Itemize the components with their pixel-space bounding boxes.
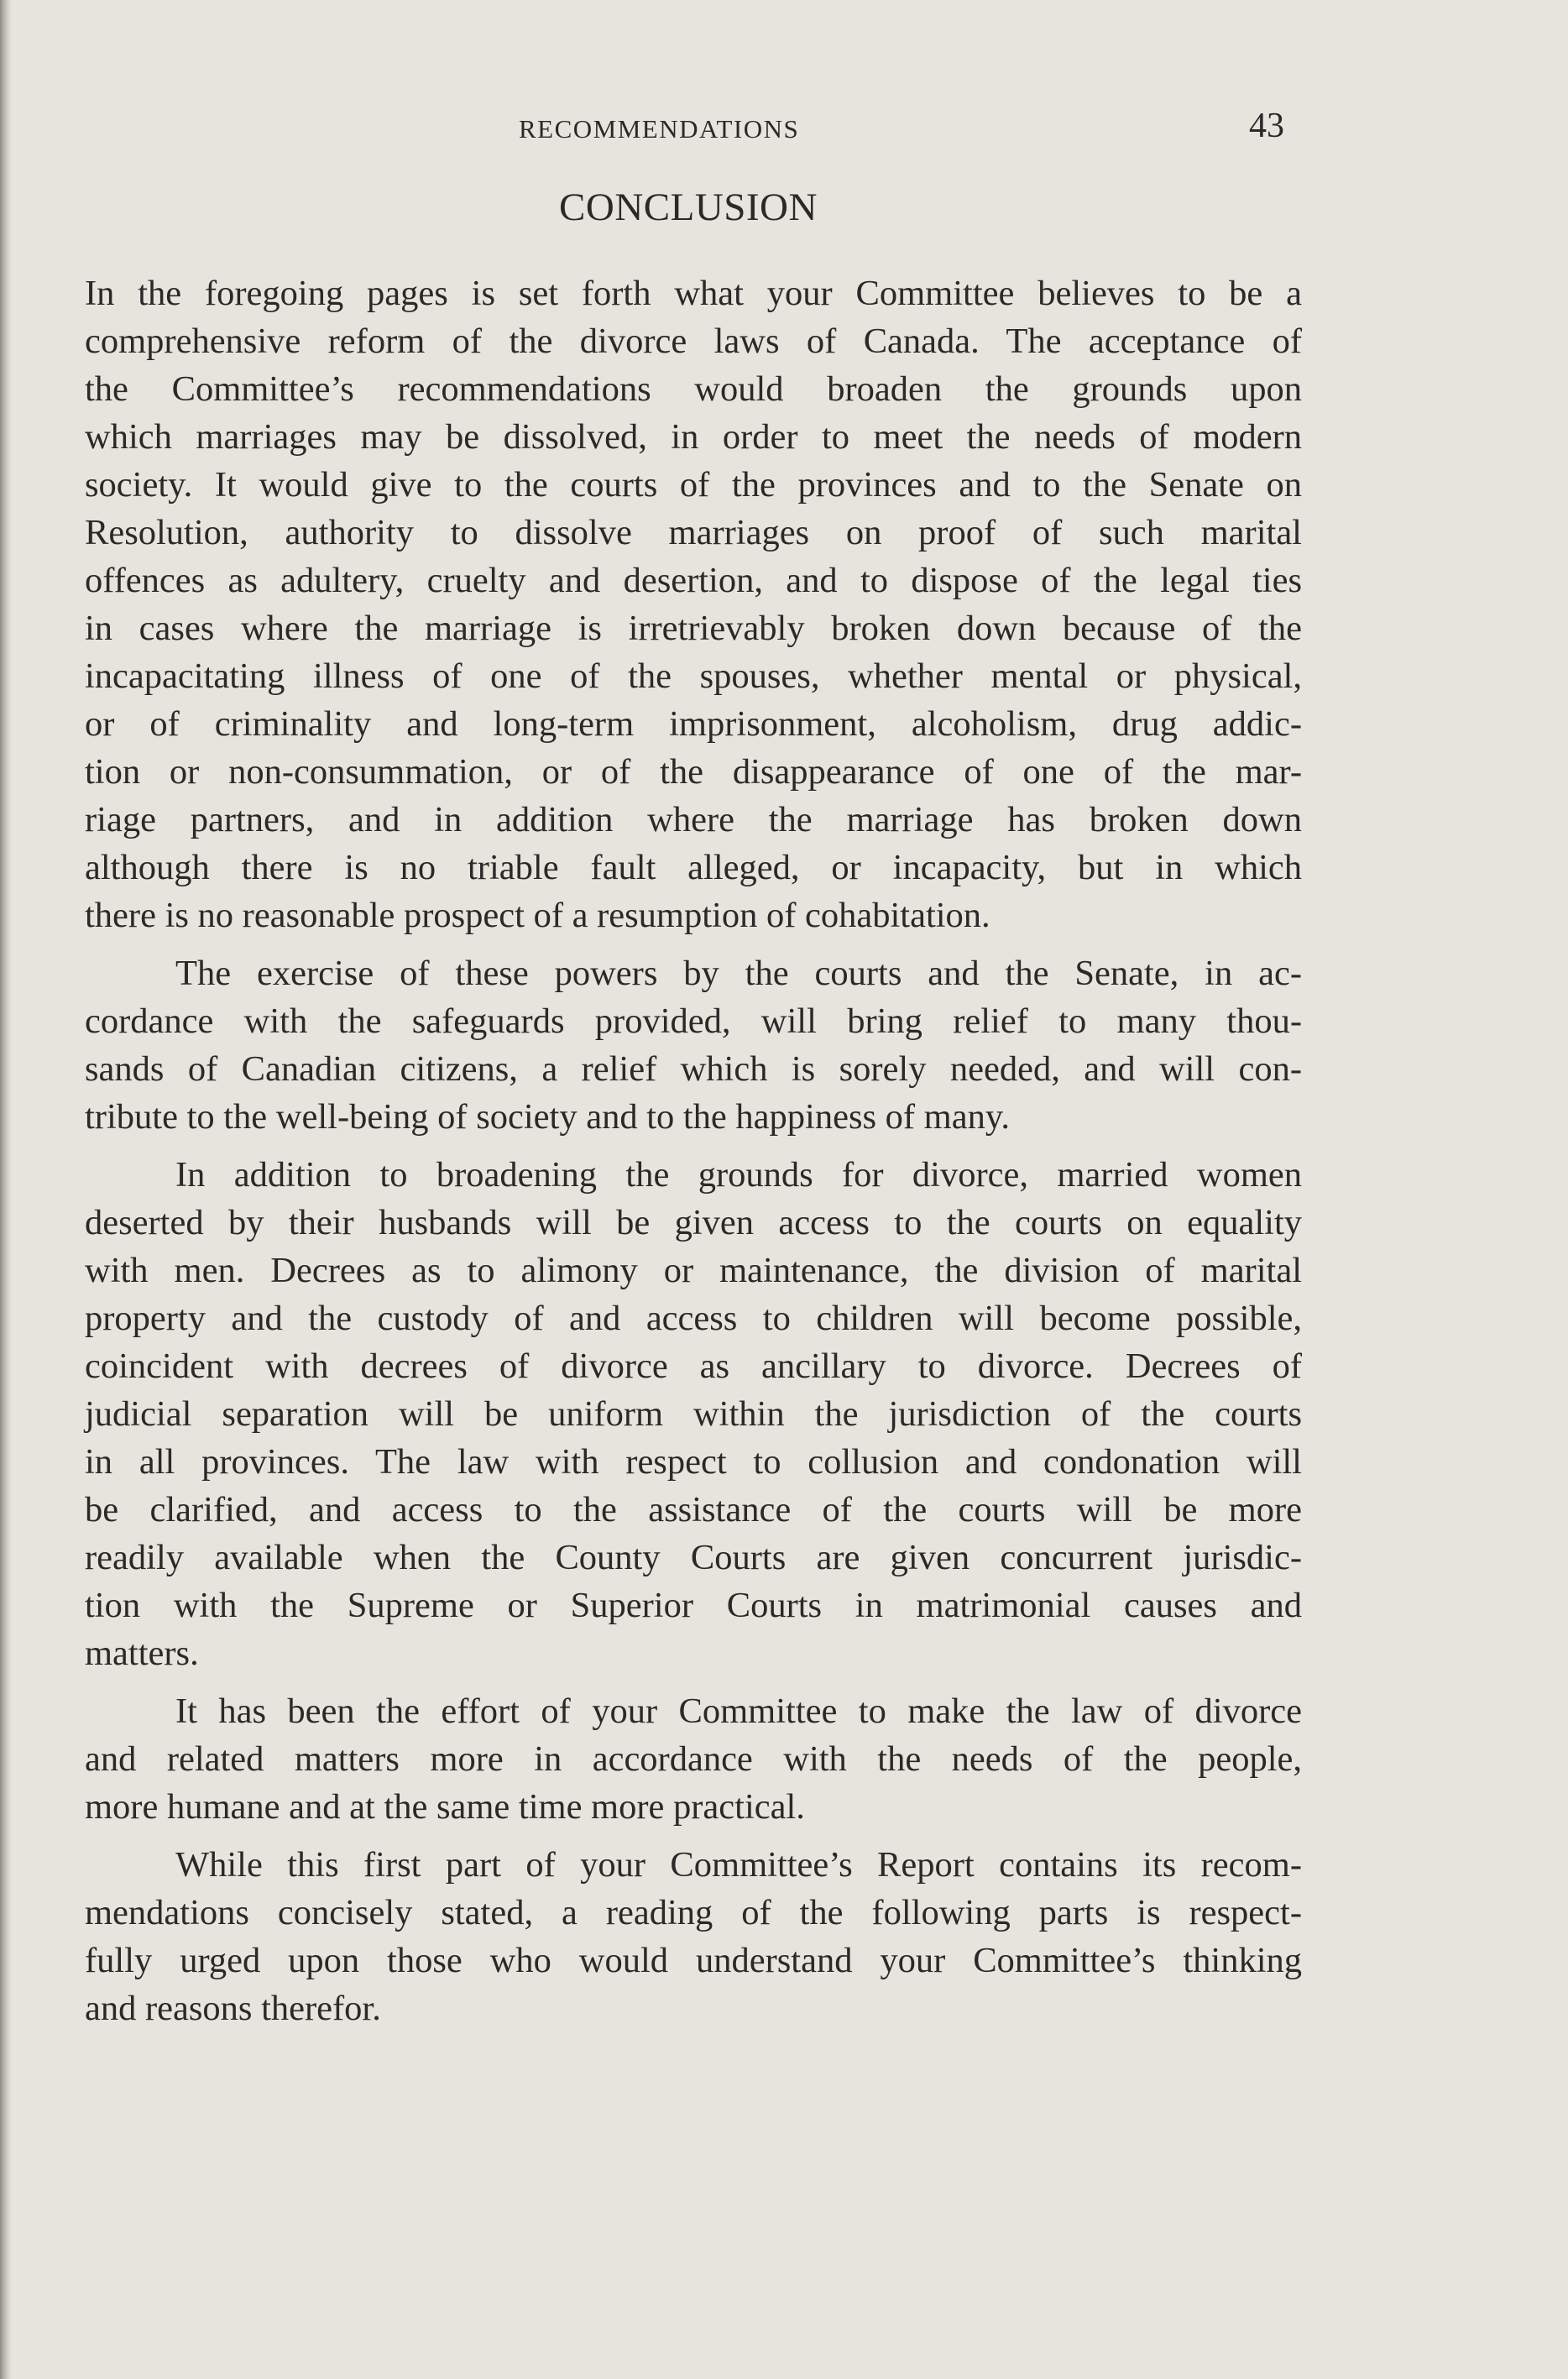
text-line: the Committee’s recommendations would broaden the grounds upon (85, 369, 1302, 409)
text-line: tion or non-consummation, or of the disappearance of one of the mar- (85, 752, 1302, 792)
text-line: It has been the effort of your Committee to make the law of divorce (175, 1691, 1302, 1731)
text-line: judicial separation will be uniform within the jurisdiction of the courts (85, 1394, 1302, 1434)
text-line: matters. (85, 1634, 199, 1673)
paragraph-3 (85, 1151, 1302, 1677)
section-title-text: CONCLUSION (559, 186, 818, 229)
page-number: 43 (1249, 107, 1284, 145)
paragraph-1 (85, 269, 1302, 939)
text-line: which marriages may be dissolved, in order to meet the needs of modern (85, 417, 1302, 457)
text-line: society. It would give to the courts of the provinces and to the Senate on (85, 465, 1302, 505)
text-line: coincident with decrees of divorce as ancillary to divorce. Decrees of (85, 1346, 1302, 1386)
paragraph-2 (85, 949, 1302, 1141)
text-line: sands of Canadian citizens, a relief which is sorely needed, and will con- (85, 1049, 1302, 1089)
text-line: and related matters more in accordance with the needs of the people, (85, 1739, 1302, 1779)
text-line: comprehensive reform of the divorce laws of Canada. The acceptance of (85, 322, 1302, 361)
paragraph-5 (85, 1841, 1302, 2032)
text-line: tion with the Supreme or Superior Courts in matrimonial causes and (85, 1586, 1302, 1625)
text-line: riage partners, and in addition where the marriage has broken down (85, 800, 1302, 839)
text-line: In addition to broadening the grounds for divorce, married women (175, 1155, 1302, 1195)
text-line: readily available when the County Courts are given concurrent jurisdic- (85, 1538, 1302, 1577)
body-text (85, 269, 1302, 2042)
text-line: incapacitating illness of one of the spouses, whether mental or physical, (85, 656, 1302, 696)
text-line: there is no reasonable prospect of a resumption of cohabitation. (85, 896, 990, 935)
text-line: offences as adultery, cruelty and desertion, and to dispose of the legal ties (85, 561, 1302, 600)
text-line: more humane and at the same time more practical. (85, 1787, 805, 1827)
text-line: tribute to the well-being of society and to the happiness of many. (85, 1097, 1010, 1137)
text-line: be clarified, and access to the assistance of the courts will be more (85, 1490, 1302, 1529)
text-line: The exercise of these powers by the courts and the Senate, in ac- (175, 954, 1302, 993)
text-line: with men. Decrees as to alimony or maintenance, the division of marital (85, 1251, 1302, 1290)
text-line: property and the custody of and access to children will become possible, (85, 1299, 1302, 1338)
paragraph-4 (85, 1687, 1302, 1831)
text-line: although there is no triable fault alleged, or incapacity, but in which (85, 848, 1302, 887)
text-line: mendations concisely stated, a reading of the following parts is respect- (85, 1893, 1302, 1932)
text-line: deserted by their husbands will be given access to the courts on equality (85, 1203, 1302, 1242)
text-line: While this first part of your Committee’s Report contains its recom- (175, 1845, 1302, 1885)
running-head: RECOMMENDATIONS (519, 114, 800, 144)
text-line: cordance with the safeguards provided, will bring relief to many thou- (85, 1001, 1302, 1041)
text-line: fully urged upon those who would understand your Committee’s thinking (85, 1941, 1302, 1980)
text-line: or of criminality and long-term imprisonment, alcoholism, drug addic- (85, 704, 1302, 744)
text-line: and reasons therefor. (85, 1989, 381, 2028)
section-title (0, 185, 1377, 230)
text-line: In the foregoing pages is set forth what your Committee believes to be a (85, 274, 1302, 313)
text-line: in cases where the marriage is irretrievably broken down because of the (85, 609, 1302, 648)
text-line: in all provinces. The law with respect to collusion and condonation will (85, 1442, 1302, 1482)
text-line: Resolution, authority to dissolve marriages on proof of such marital (85, 513, 1302, 552)
